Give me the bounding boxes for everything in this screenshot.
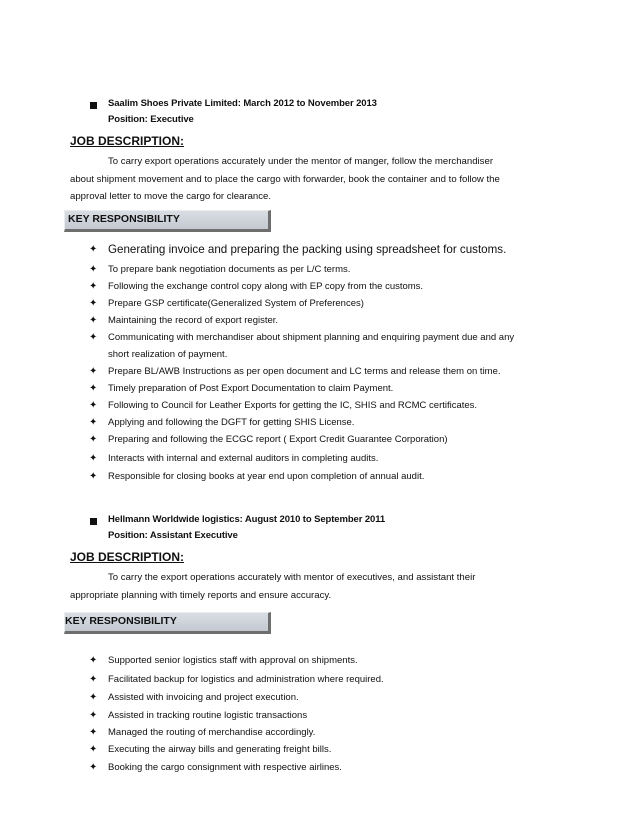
company-heading-2: Hellmann Worldwide logistics: August 2010 to September 2011 bbox=[108, 514, 386, 525]
job-description-1 bbox=[70, 153, 590, 206]
responsibility-item: Responsible for closing books at year end upon completion of annual audit. bbox=[108, 471, 425, 482]
key-responsibility-heading-1: KEY RESPONSIBILITY bbox=[68, 213, 180, 225]
key-responsibility-box-2 bbox=[64, 612, 271, 634]
responsibility-item: Managed the routing of merchandise accordingly. bbox=[108, 727, 316, 738]
responsibility-item: Assisted in tracking routine logistic transactions bbox=[108, 710, 308, 721]
star-bullet-icon: ✦ bbox=[89, 674, 98, 685]
key-responsibility-heading-2: KEY RESPONSIBILITY bbox=[65, 615, 177, 627]
responsibility-item: Applying and following the DGFT for getting SHIS License. bbox=[108, 417, 355, 428]
description-line: about shipment movement and to place the cargo with forwarder, book the container and to follow the bbox=[70, 173, 500, 185]
position-1: Position: Executive bbox=[108, 114, 194, 125]
job-description-2 bbox=[70, 569, 590, 604]
star-bullet-icon: ✦ bbox=[89, 264, 98, 275]
responsibility-item: Facilitated backup for logistics and administration where required. bbox=[108, 674, 384, 685]
responsibility-item: Prepare GSP certificate(Generalized System of Preferences) bbox=[108, 298, 364, 309]
responsibility-item: Preparing and following the ECGC report ( Export Credit Guarantee Corporation) bbox=[108, 434, 448, 445]
description-line: approval letter to move the cargo for clearance. bbox=[70, 191, 272, 202]
star-bullet-icon: ✦ bbox=[89, 471, 98, 482]
job-description-heading-1: JOB DESCRIPTION: bbox=[70, 134, 185, 148]
star-bullet-icon: ✦ bbox=[89, 315, 98, 326]
star-bullet-icon: ✦ bbox=[89, 727, 98, 738]
responsibility-item: Following the exchange control copy along with EP copy from the customs. bbox=[108, 281, 424, 292]
responsibility-item: Booking the cargo consignment with respective airlines. bbox=[108, 762, 342, 773]
star-bullet-icon: ✦ bbox=[89, 417, 98, 428]
company-heading-1: Saalim Shoes Private Limited: March 2012 to November 2013 bbox=[108, 98, 377, 109]
star-bullet-icon: ✦ bbox=[89, 281, 98, 292]
responsibility-item: Communicating with merchandiser about shipment planning and enquiring payment due and any bbox=[108, 332, 515, 343]
responsibility-item: Generating invoice and preparing the packing using spreadsheet for customs. bbox=[108, 243, 507, 256]
job-description-heading-2: JOB DESCRIPTION: bbox=[70, 550, 185, 564]
responsibility-item: Prepare BL/AWB Instructions as per open document and LC terms and release them on time. bbox=[108, 366, 501, 377]
star-bullet-icon: ✦ bbox=[89, 692, 98, 703]
square-bullet-icon bbox=[90, 518, 97, 525]
star-bullet-icon: ✦ bbox=[89, 453, 98, 464]
description-line: appropriate planning with timely reports and ensure accuracy. bbox=[70, 589, 332, 601]
responsibility-item: To prepare bank negotiation documents as per L/C terms. bbox=[108, 264, 351, 275]
star-bullet-icon: ✦ bbox=[89, 383, 98, 394]
star-bullet-icon: ✦ bbox=[89, 332, 98, 343]
responsibility-item: Assisted with invoicing and project execution. bbox=[108, 692, 299, 703]
star-bullet-icon: ✦ bbox=[89, 298, 98, 309]
responsibility-item: Maintaining the record of export register. bbox=[108, 315, 279, 326]
star-bullet-icon: ✦ bbox=[89, 366, 98, 377]
star-bullet-icon: ✦ bbox=[89, 762, 98, 773]
responsibility-item: Interacts with internal and external auditors in completing audits. bbox=[108, 453, 379, 464]
star-bullet-icon: ✦ bbox=[89, 710, 98, 721]
star-bullet-icon: ✦ bbox=[89, 434, 98, 445]
description-line: To carry the export operations accurately with mentor of executives, and assistant their bbox=[108, 572, 476, 583]
responsibility-item: Executing the airway bills and generating freight bills. bbox=[108, 744, 332, 755]
description-line: To carry export operations accurately under the mentor of manger, follow the merchandiser bbox=[108, 156, 494, 167]
responsibility-item-continued: short realization of payment. bbox=[108, 349, 228, 360]
responsibility-item: Following to Council for Leather Exports for getting the IC, SHIS and RCMC certificates. bbox=[108, 400, 478, 411]
responsibility-item: Timely preparation of Post Export Documentation to claim Payment. bbox=[108, 383, 394, 394]
star-bullet-icon: ✦ bbox=[89, 400, 98, 411]
star-bullet-icon: ✦ bbox=[89, 244, 98, 255]
star-bullet-icon: ✦ bbox=[89, 744, 98, 755]
key-responsibility-box-1 bbox=[64, 210, 271, 232]
position-2: Position: Assistant Executive bbox=[108, 530, 238, 541]
square-bullet-icon bbox=[90, 102, 97, 109]
star-bullet-icon: ✦ bbox=[89, 655, 98, 666]
responsibility-item: Supported senior logistics staff with approval on shipments. bbox=[108, 655, 358, 666]
